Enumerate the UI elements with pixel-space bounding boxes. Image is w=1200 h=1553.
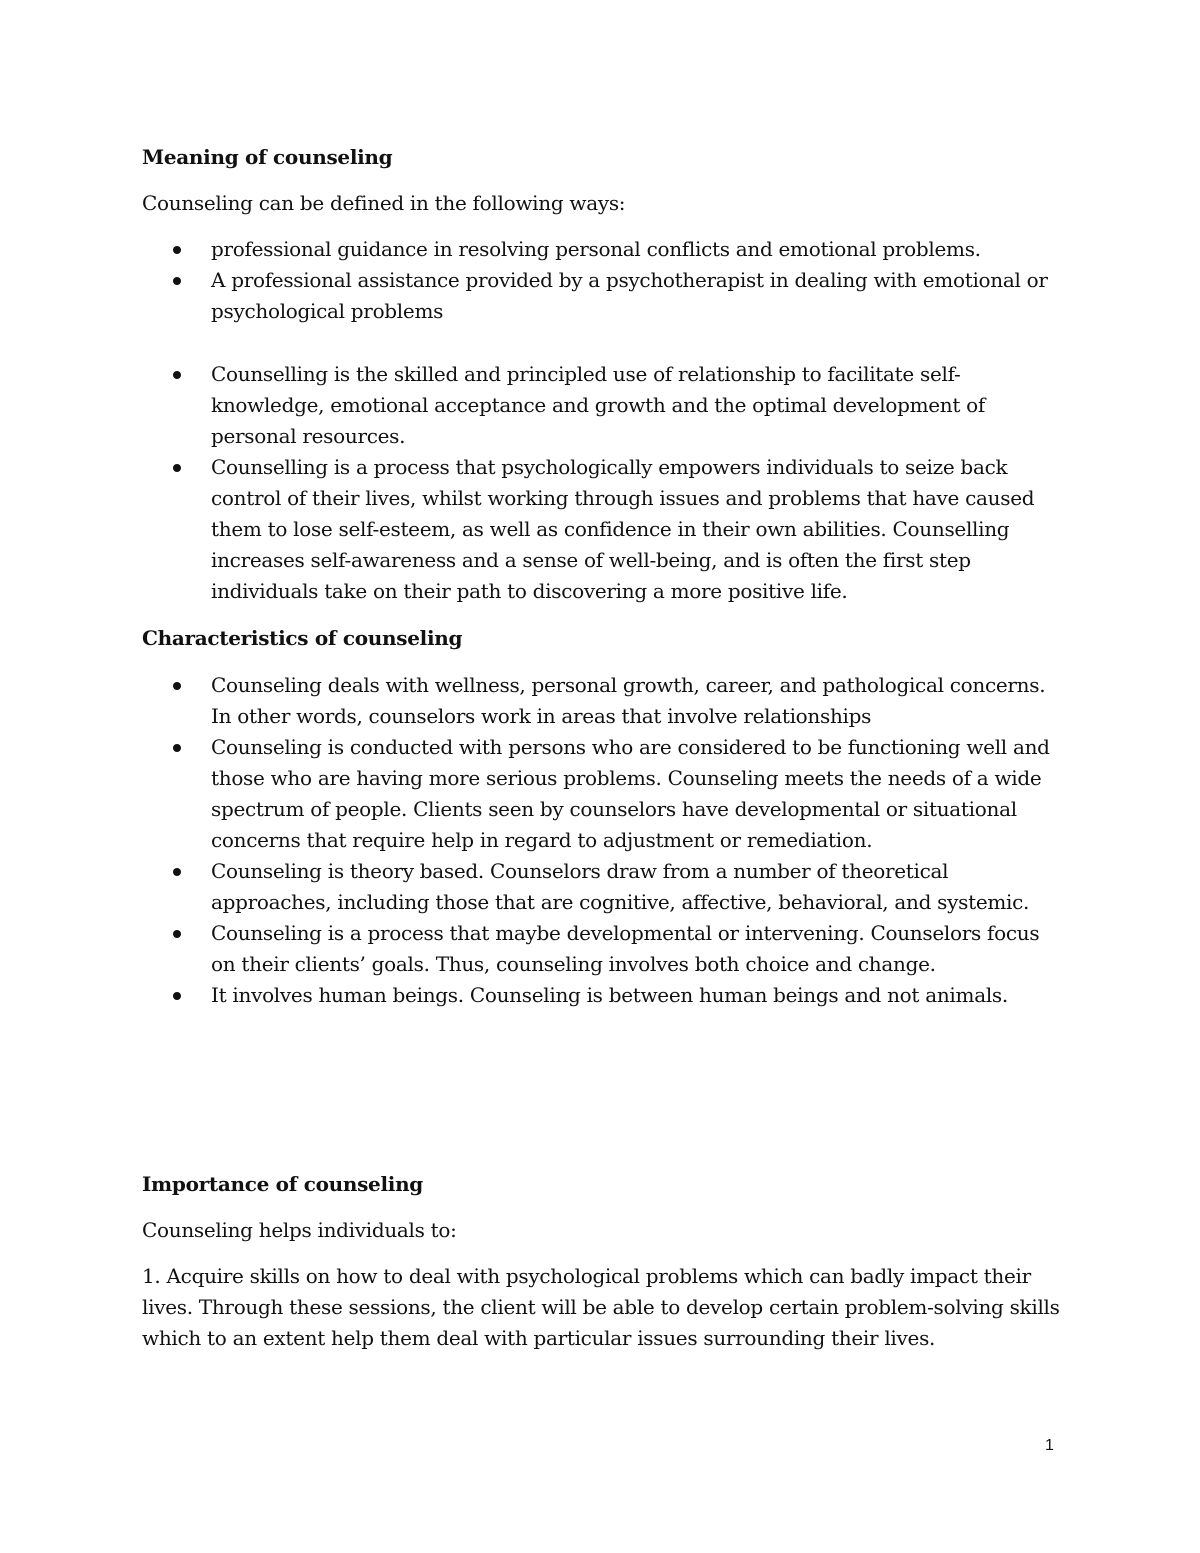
list-item-text: Counseling is a process that maybe developmental or intervening. Counselors focus on their clients’ goals. Thus, counseling involves both choice and change.: [211, 921, 1040, 976]
list-item-text: Counselling is a process that psychologically empowers individuals to seize back control of their lives, whilst working through issues and problems that have caused them to lose self-esteem, as well as confidence in their own abilities. Counselling increases self-awareness and a sense of well-being, and is often the first step individuals take on their path to discovering a more positive life.: [211, 455, 1035, 603]
bullet-icon: [173, 371, 181, 379]
importance-intro: Counseling helps individuals to:: [142, 1218, 457, 1242]
list-item: [211, 918, 1061, 980]
page-number: 1: [1045, 1437, 1054, 1454]
bullet-icon: [173, 277, 181, 285]
heading-characteristics: Characteristics of counseling: [142, 626, 463, 650]
list-item-text: It involves human beings. Counseling is between human beings and not animals.: [211, 983, 1008, 1007]
bullet-icon: [173, 930, 181, 938]
heading-importance: Importance of counseling: [142, 1172, 423, 1196]
list-item-text: Counseling deals with wellness, personal growth, career, and pathological concerns. In other words, counselors work in areas that involve relationships: [211, 673, 1046, 728]
meaning-intro: Counseling can be defined in the following ways:: [142, 191, 626, 215]
list-item: [211, 980, 1061, 1011]
list-item-text: Counseling is conducted with persons who are considered to be functioning well and those who are having more serious problems. Counseling meets the needs of a wide spectrum of people. Clients seen by counselors have developmental or situational concerns that require help in regard to adjustment or remediation.: [211, 735, 1050, 852]
heading-meaning: Meaning of counseling: [142, 145, 393, 169]
list-item: [211, 732, 1061, 856]
list-item: [211, 670, 1061, 732]
list-item: [211, 265, 1061, 327]
list-item-text: Counselling is the skilled and principled use of relationship to facilitate self- knowledge, emotional acceptance and growth and the optimal development of personal resources.: [211, 362, 986, 448]
bullet-icon: [173, 868, 181, 876]
bullet-icon: [173, 992, 181, 1000]
bullet-icon: [173, 464, 181, 472]
list-item: [211, 234, 1061, 265]
list-item: [211, 856, 1061, 918]
list-item-text: A professional assistance provided by a psychotherapist in dealing with emotional or psychological problems: [211, 268, 1048, 323]
list-item-text: Counseling is theory based. Counselors draw from a number of theoretical approaches, including those that are cognitive, affective, behavioral, and systemic.: [211, 859, 1030, 914]
bullet-icon: [173, 246, 181, 254]
bullet-icon: [173, 682, 181, 690]
list-item: [211, 452, 1061, 607]
list-item-text: professional guidance in resolving personal conflicts and emotional problems.: [211, 237, 981, 261]
importance-point-1: 1. Acquire skills on how to deal with psychological problems which can badly impact their lives. Through these sessions, the client will be able to develop certain problem-solving skills which to an extent help them deal with particular issues surrounding their lives.: [142, 1264, 1060, 1350]
list-item: [211, 359, 1061, 452]
bullet-icon: [173, 744, 181, 752]
